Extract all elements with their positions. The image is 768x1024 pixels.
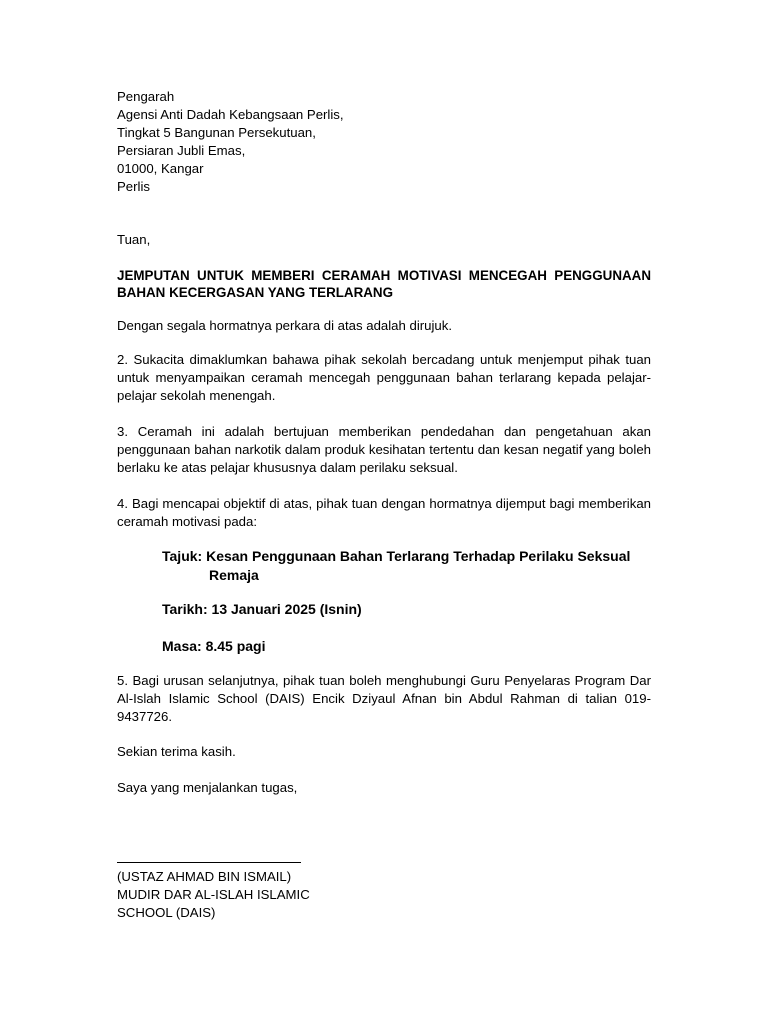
signatory-title: SCHOOL (DAIS): [117, 905, 216, 920]
letter-subject: JEMPUTAN UNTUK MEMBERI CERAMAH MOTIVASI MENCEGAH PENGGUNAAN BAHAN KECERGASAN YANG TERLARANG: [117, 268, 651, 300]
signatory-name: (USTAZ AHMAD BIN ISMAIL): [117, 869, 292, 884]
closing-thanks: Sekian terima kasih.: [117, 744, 236, 759]
recipient-line: 01000, Kangar: [117, 161, 204, 176]
closing-duty: Saya yang menjalankan tugas,: [117, 780, 298, 795]
recipient-line: Persiaran Jubli Emas,: [117, 143, 246, 158]
paragraph-2: 2. Sukacita dimaklumkan bahawa pihak sekolah bercadang untuk menjemput pihak tuan untuk menyampaikan ceramah mencegah penggunaan bahan terlarang kepada pelajar-pelajar sekolah menengah.: [117, 352, 651, 403]
paragraph-reference: Dengan segala hormatnya perkara di atas adalah dirujuk.: [117, 318, 453, 333]
detail-tarikh: Tarikh: 13 Januari 2025 (Isnin): [162, 601, 362, 617]
detail-masa: Masa: 8.45 pagi: [162, 638, 266, 654]
recipient-line: Agensi Anti Dadah Kebangsaan Perlis,: [117, 107, 344, 122]
signature-line: [117, 862, 301, 863]
recipient-line: Perlis: [117, 179, 150, 194]
detail-tajuk-line2: Remaja: [209, 567, 259, 583]
salutation: Tuan,: [117, 232, 151, 247]
recipient-line: Tingkat 5 Bangunan Persekutuan,: [117, 125, 316, 140]
paragraph-3: 3. Ceramah ini adalah bertujuan memberikan pendedahan dan pengetahuan akan penggunaan bahan narkotik dalam produk kesihatan tertentu dan kesan negatif yang boleh berlaku ke atas pelajar khususnya dalam perilaku seksual.: [117, 424, 651, 475]
paragraph-5: 5. Bagi urusan selanjutnya, pihak tuan boleh menghubungi Guru Penyelaras Program Dar Al-Islah Islamic School (DAIS) Encik Dziyaul Afnan bin Abdul Rahman di talian 019-9437726.: [117, 673, 651, 724]
recipient-address: [117, 88, 657, 196]
recipient-line: Pengarah: [117, 89, 175, 104]
signature-block: [117, 868, 310, 922]
detail-tajuk: [162, 547, 642, 585]
detail-tajuk-line1: Tajuk: Kesan Penggunaan Bahan Terlarang Terhadap Perilaku Seksual: [162, 548, 631, 564]
paragraph-4: 4. Bagi mencapai objektif di atas, pihak tuan dengan hormatnya dijemput bagi memberikan ceramah motivasi pada:: [117, 496, 651, 529]
signatory-title: MUDIR DAR AL-ISLAH ISLAMIC: [117, 887, 310, 902]
